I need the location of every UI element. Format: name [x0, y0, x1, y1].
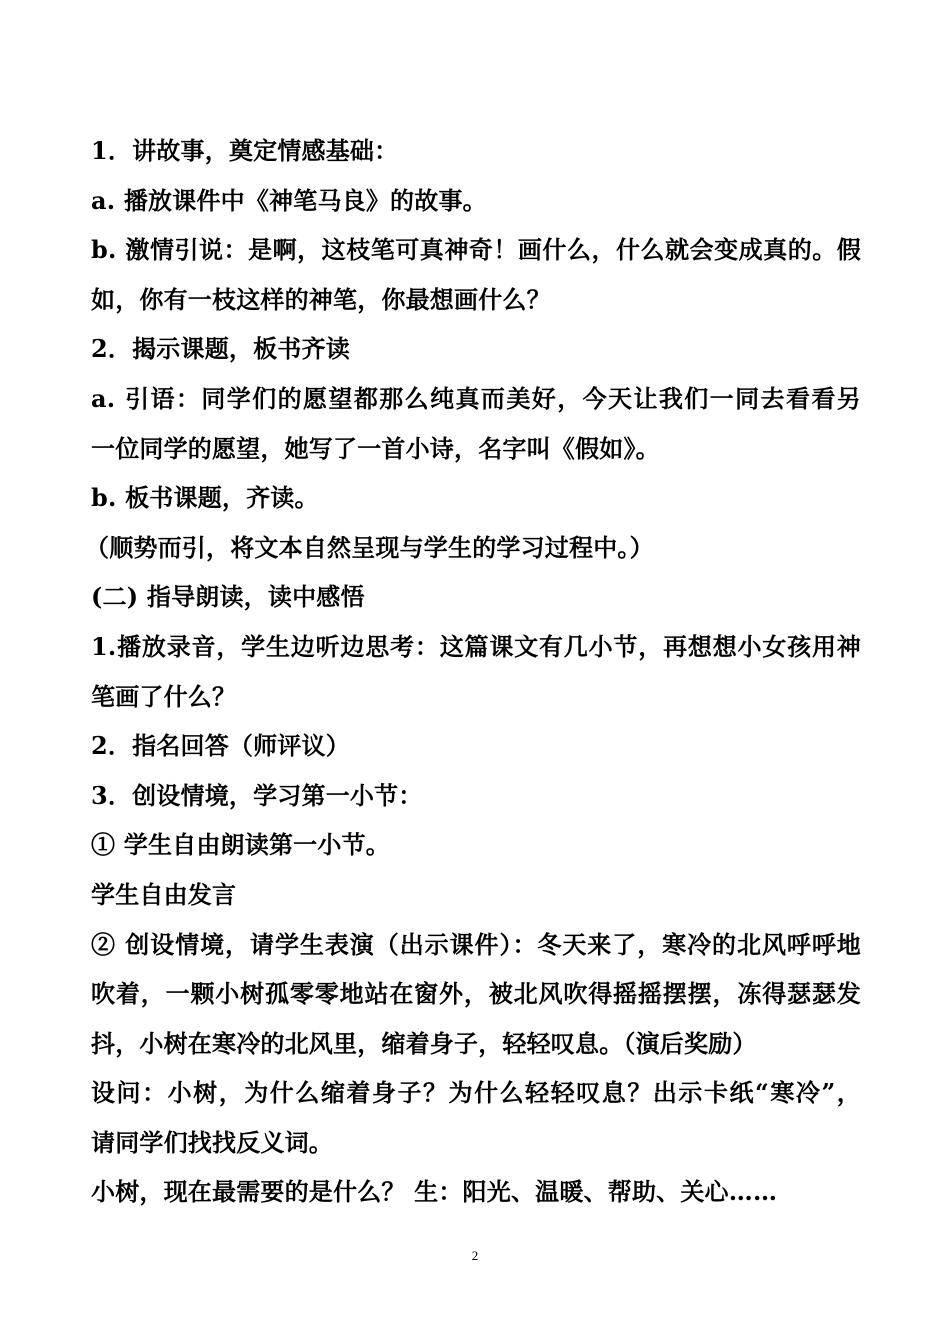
text-line: 2．指名回答（师评议）	[91, 731, 350, 761]
document-body	[85, 126, 861, 1217]
text-line: ① 学生自由朗读第一小节。	[91, 830, 390, 860]
text-line: 设问：小树，为什么缩着身子？为什么轻轻叹息？出示卡纸“寒冷”，	[91, 1078, 861, 1108]
text-line: 请同学们找找反义词。	[91, 1127, 333, 1157]
section-heading: (二) 指导朗读，读中感悟	[91, 582, 365, 612]
text-line: 抖，小树在寒冷的北风里，缩着身子，轻轻叹息。（演后奖励）	[91, 1028, 757, 1058]
text-line: 小树，现在最需要的是什么？ 生：阳光、温暖、帮助、关心……	[91, 1177, 778, 1207]
text-line: a. 播放课件中《神笔马良》的故事。	[91, 185, 487, 215]
text-line: 吹着，一颗小树孤零零地站在窗外，被北风吹得摇摇摆摆，冻得瑟瑟发	[91, 979, 861, 1009]
text-line: a. 引语：同学们的愿望都那么纯真而美好，今天让我们一同去看看另	[91, 383, 861, 413]
text-line: 笔画了什么？	[91, 681, 237, 711]
text-line: 一位同学的愿望，她写了一首小诗，名字叫《假如》。	[91, 433, 660, 463]
text-line: 2．揭示课题，板书齐读	[91, 334, 350, 364]
text-line: 如，你有一枝这样的神笔，你最想画什么？	[91, 284, 551, 314]
text-line: 1．讲故事，奠定情感基础：	[91, 136, 399, 165]
text-line: 1.播放录音，学生边听边思考：这篇课文有几小节，再想想小女孩用神	[91, 631, 861, 661]
text-line: 学生自由发言	[91, 879, 237, 909]
text-line: （顺势而引，将文本自然呈现与学生的学习过程中。）	[85, 532, 654, 562]
text-line: b. 激情引说：是啊，这枝笔可真神奇！画什么，什么就会变成真的。假	[91, 235, 861, 265]
text-line: 3．创设情境，学习第一小节：	[91, 780, 423, 810]
page-number: 2	[471, 1248, 479, 1263]
text-line: b. 板书课题，齐读。	[91, 483, 319, 513]
text-line: ② 创设情境，请学生表演（出示课件）：冬天来了，寒冷的北风呼呼地	[91, 929, 861, 959]
